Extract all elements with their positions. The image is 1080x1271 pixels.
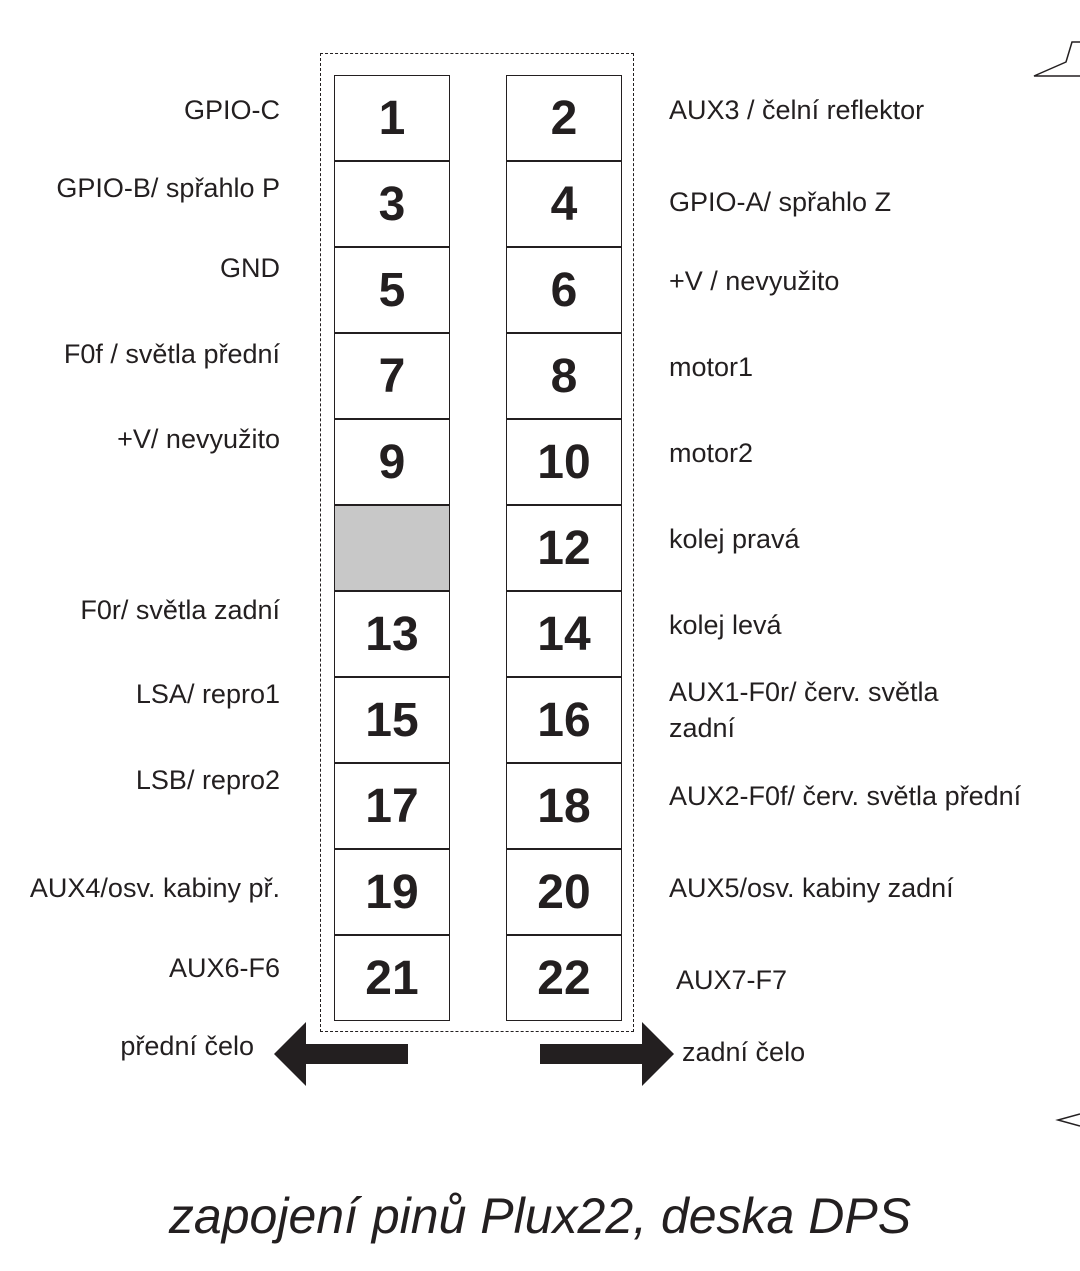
pin-10-label: motor2: [669, 438, 754, 468]
pin-12: 12: [506, 505, 622, 591]
pin-14: 14: [506, 591, 622, 677]
pin-20: 20: [506, 849, 622, 935]
diagram-title: zapojení pinů Plux22, deska DPS: [168, 1188, 912, 1244]
pin-18: 18: [506, 763, 622, 849]
pin-16-label: AUX1-F0r/ červ. světla zadní: [669, 677, 939, 743]
pin-19-label: AUX4/osv. kabiny př.: [29, 873, 280, 903]
pin-13: 13: [334, 591, 450, 677]
pin-22: 22: [506, 935, 622, 1021]
pin-17: 17: [334, 763, 450, 849]
front-arrow-icon: [274, 1022, 410, 1086]
pin-17-label: LSB/ repro2: [135, 765, 280, 795]
pin-8: 8: [506, 333, 622, 419]
pin-15: 15: [334, 677, 450, 763]
pin-6-label: +V / nevyužito: [669, 266, 840, 296]
pin-20-label: AUX5/osv. kabiny zadní: [669, 873, 954, 903]
pin-blank: [334, 505, 450, 591]
pin-12-label: kolej pravá: [669, 524, 800, 554]
pin-4-label: GPIO-A/ spřahlo Z: [669, 187, 892, 217]
pin-2: 2: [506, 75, 622, 161]
pin-22-label: AUX7-F7: [676, 965, 788, 995]
pin-19: 19: [334, 849, 450, 935]
rear-direction-label: zadní čelo: [682, 1037, 806, 1067]
pin-2-label: AUX3 / čelní reflektor: [669, 95, 925, 125]
rear-arrow-icon: [540, 1022, 674, 1086]
pin-16: 16: [506, 677, 622, 763]
pin-21-label: AUX6-F6: [168, 953, 280, 983]
pin-5-label: GND: [220, 253, 280, 283]
corner-mark-bottom: [1052, 1110, 1080, 1130]
pin-9: 9: [334, 419, 450, 505]
pin-1: 1: [334, 75, 450, 161]
pin-13-label: F0r/ světla zadní: [80, 595, 280, 625]
pin-3: 3: [334, 161, 450, 247]
pin-9-label: +V/ nevyužito: [117, 424, 280, 454]
front-direction-label: přední čelo: [120, 1031, 254, 1061]
pin-7-label: F0f / světla přední: [63, 339, 280, 369]
pin-6: 6: [506, 247, 622, 333]
pin-1-label: GPIO-C: [183, 95, 280, 125]
pin-15-label: LSA/ repro1: [135, 679, 280, 709]
corner-mark-top: [1030, 40, 1080, 80]
pin-14-label: kolej levá: [669, 610, 782, 640]
pin-21: 21: [334, 935, 450, 1021]
pin-4: 4: [506, 161, 622, 247]
pin-7: 7: [334, 333, 450, 419]
pin-10: 10: [506, 419, 622, 505]
pin-8-label: motor1: [669, 352, 754, 382]
pin-18-label: AUX2-F0f/ červ. světla přední: [669, 781, 1022, 811]
pin-3-label: GPIO-B/ spřahlo P: [56, 173, 280, 203]
pin-5: 5: [334, 247, 450, 333]
